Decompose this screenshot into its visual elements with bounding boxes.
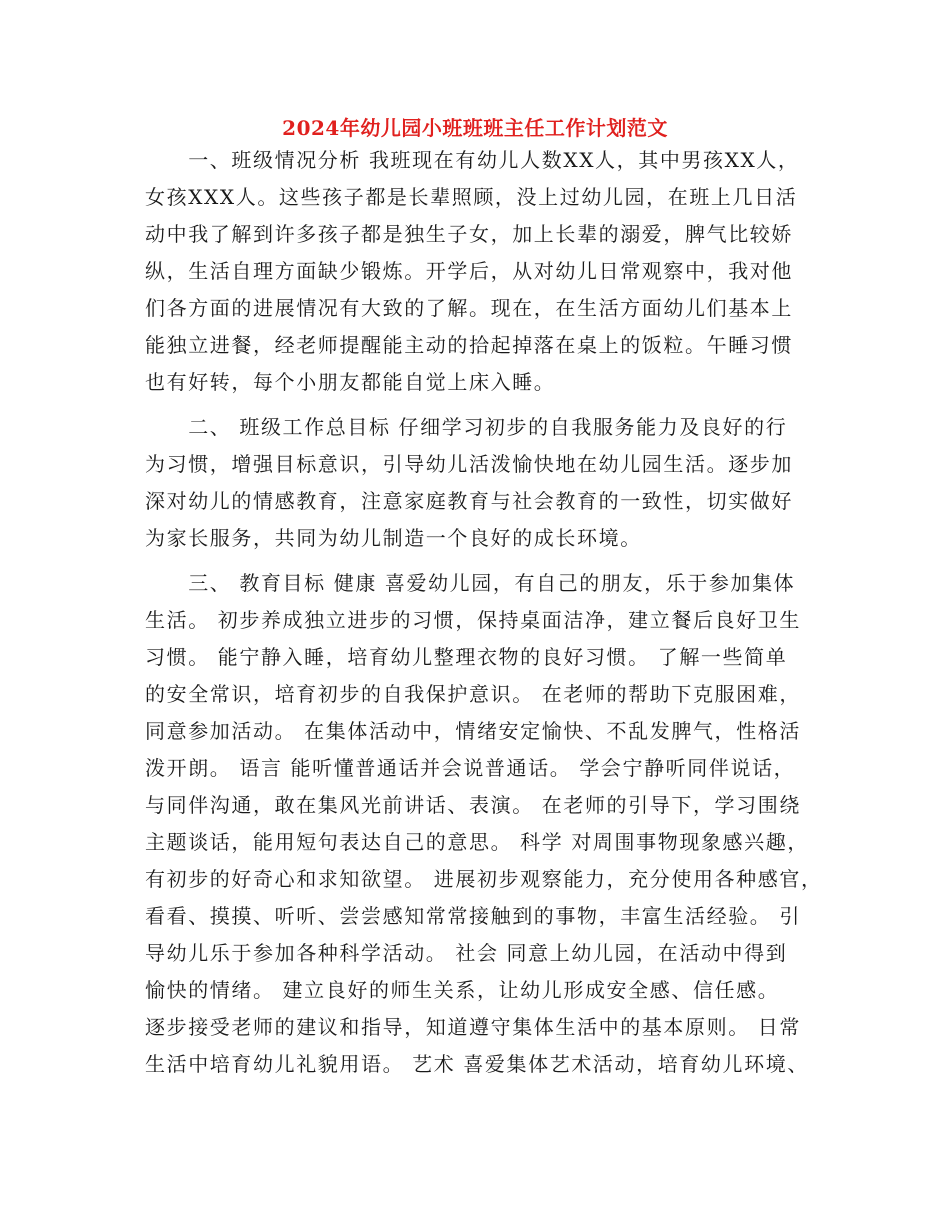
text-line: 女孩XXX人。这些孩子都是长辈照顾，没上过幼儿园，在班上几日活	[145, 185, 798, 209]
text-line: 导幼儿乐于参加各种科学活动。 社会 同意上幼儿园，在活动中得到	[145, 941, 788, 965]
text-line: 同意参加活动。 在集体活动中，情绪安定愉快、不乱发脾气，性格活	[145, 719, 801, 743]
text-line: 能独立进餐，经老师提醒能主动的拾起掉落在桌上的饭粒。午睡习惯	[145, 333, 793, 357]
text-line: 深对幼儿的情感教育，注意家庭教育与社会教育的一致性，切实做好	[145, 489, 793, 513]
text-line: 习惯。 能宁静入睡，培育幼儿整理衣物的良好习惯。 了解一些简单	[145, 645, 788, 669]
text-line: 为习惯，增强目标意识，引导幼儿活泼愉快地在幼儿园生活。逐步加	[145, 452, 793, 476]
paragraph-gap	[145, 557, 817, 565]
text-line: 逐步接受老师的建议和指导，知道遵守集体生活中的基本原则。 日常	[145, 1015, 801, 1039]
text-line: 的安全常识，培育初步的自我保护意识。 在老师的帮助下克服困难，	[145, 682, 801, 706]
text-line: 一、班级情况分析 我班现在有幼儿人数XX人，其中男孩XX人，	[145, 148, 800, 172]
text-line: 有初步的好奇心和求知欲望。 进展初步观察能力，充分使用各种感官，	[145, 867, 823, 891]
text-line: 愉快的情绪。 建立良好的师生关系，让幼儿形成安全感、信任感。	[145, 978, 780, 1002]
text-line: 主题谈话，能用短句表达自己的意思。 科学 对周围事物现象感兴趣，	[145, 830, 809, 854]
text-line: 与同伴沟通，敢在集风光前讲话、表演。 在老师的引导下，学习围绕	[145, 793, 801, 817]
text-line: 也有好转，每个小朋友都能自觉上床入睡。	[145, 370, 556, 394]
document-body	[145, 142, 823, 1083]
text-line: 二、 班级工作总目标 仔细学习初步的自我服务能力及良好的行	[145, 415, 788, 439]
text-line: 纵，生活自理方面缺少锻炼。开学后，从对幼儿日常观察中，我对他	[145, 259, 793, 283]
text-line: 为家长服务，共同为幼儿制造一个良好的成长环境。	[145, 526, 642, 550]
text-line: 生活中培育幼儿礼貌用语。 艺术 喜爱集体艺术活动，培育幼儿环境、	[145, 1052, 809, 1076]
paragraph-class-situation	[145, 142, 817, 401]
text-line: 动中我了解到许多孩子都是独生子女，加上长辈的溺爱，脾气比较娇	[145, 222, 793, 246]
document-title: 2024年幼儿园小班班班主任工作计划范文	[282, 116, 668, 140]
text-line: 三、 教育目标 健康 喜爱幼儿园，有自己的朋友，乐于参加集体	[145, 571, 796, 595]
text-line: 生活。 初步养成独立进步的习惯，保持桌面洁净，建立餐后良好卫生	[145, 608, 801, 632]
paragraph-education-goals	[145, 565, 823, 1083]
text-line: 们各方面的进展情况有大致的了解。现在，在生活方面幼儿们基本上	[145, 296, 793, 320]
text-line: 泼开朗。 语言 能听懂普通话并会说普通话。 学会宁静听同伴说话，	[145, 756, 796, 780]
paragraph-gap	[145, 401, 817, 409]
paragraph-class-goals	[145, 409, 817, 557]
text-line: 看看、摸摸、听听、尝尝感知常常接触到的事物，丰富生活经验。 引	[145, 904, 801, 928]
